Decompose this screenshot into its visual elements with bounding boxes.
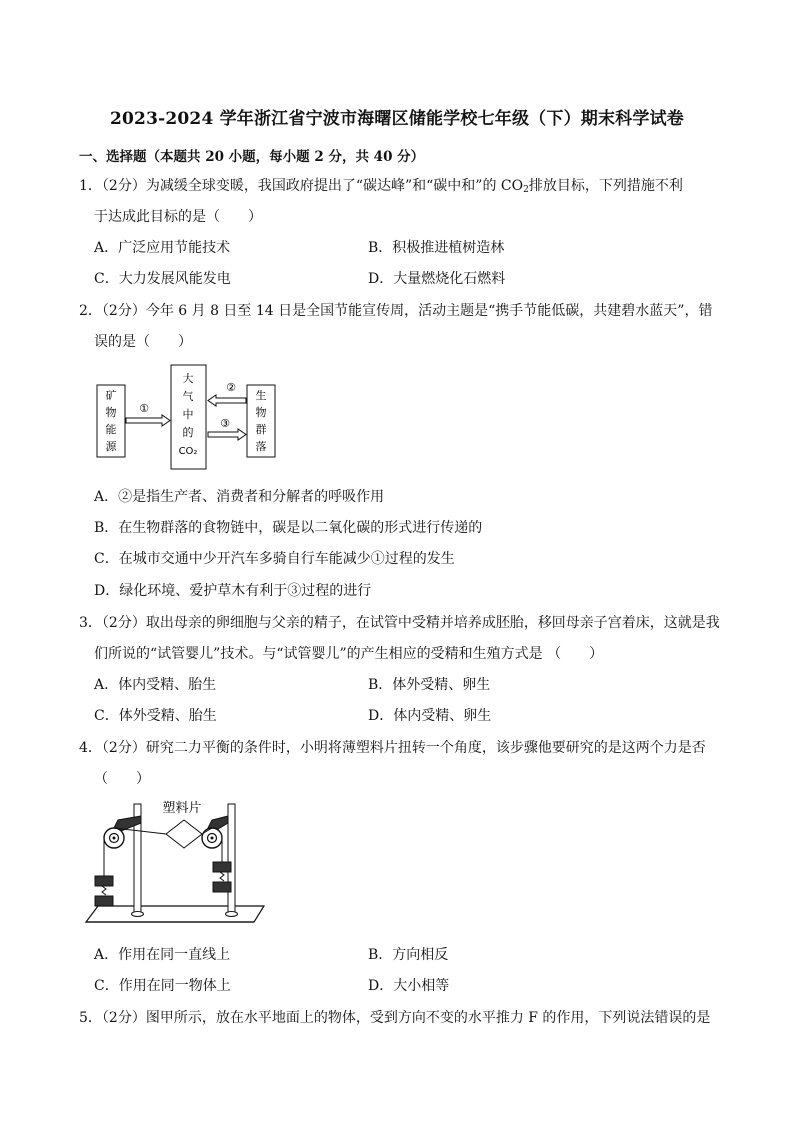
diagram-box1-char2: 物 (105, 406, 117, 419)
q4-stem-line1: 4．（2分）研究二力平衡的条件时，小明将薄塑料片扭转一个角度，该步骤他要研究的是这两个力是否 (79, 740, 706, 756)
q2-option-d[interactable]: D．绿化环境、爱护草木有利于③过程的进行 (94, 583, 372, 599)
page-title: 2023-2024 学年浙江省宁波市海曙区储能学校七年级（下）期末科学试卷 (109, 109, 684, 129)
arrow-2-icon (208, 395, 246, 406)
carbon-cycle-diagram (94, 360, 294, 472)
diagram-box1-char3: 能 (105, 423, 117, 436)
diagram-box2-char4: 的 (182, 426, 194, 439)
q4-option-a[interactable]: A．作用在同一直线上 (94, 947, 231, 963)
figure-label: 塑料片 (162, 801, 202, 816)
q2-option-c[interactable]: C．在城市交通中少开汽车多骑自行车能减少①过程的发生 (94, 551, 455, 567)
q4-stem-line2: （ ） (94, 771, 150, 787)
arrow-3-icon (208, 429, 246, 440)
arrow-1-icon (126, 415, 170, 426)
q3-stem-line1: 3．（2分）取出母亲的卵细胞与父亲的精子，在试管中受精并培养成胚胎，移回母亲子宫着床，这就是我 (79, 615, 720, 631)
diagram-box2-char2: 气 (182, 390, 194, 403)
arrow-1-label: ① (139, 402, 149, 415)
section-heading: 一、选择题（本题共 20 小题，每小题 2 分，共 40 分） (79, 149, 425, 165)
q1-option-b[interactable]: B．积极推进植树造林 (368, 240, 505, 256)
q2-stem-line2: 误的是（ ） (94, 334, 192, 350)
diagram-box3-char2: 物 (255, 406, 267, 419)
diagram-box2-char5: CO₂ (178, 446, 198, 457)
q2-option-a[interactable]: A．②是指生产者、消费者和分解者的呼吸作用 (94, 489, 385, 505)
q1-option-c[interactable]: C．大力发展风能发电 (94, 271, 231, 287)
q4-option-c[interactable]: C．作用在同一物体上 (94, 978, 231, 994)
diagram-box2-char1: 大 (182, 372, 194, 385)
q3-option-a[interactable]: A．体内受精、胎生 (94, 677, 217, 693)
q2-option-b[interactable]: B．在生物群落的食物链中，碳是以二氧化碳的形式进行传递的 (94, 520, 483, 536)
q1-option-a[interactable]: A．广泛应用节能技术 (94, 240, 231, 256)
q3-option-b[interactable]: B．体外受精、卵生 (368, 677, 491, 693)
q5-stem-line1: 5．（2分）图甲所示，放在水平地面上的物体，受到方向不变的水平推力 F 的作用，下列说法错误的是 (79, 1010, 711, 1026)
q3-option-c[interactable]: C．体外受精、胎生 (94, 708, 217, 724)
q1-stem-line2: 于达成此目标的是（ ） (94, 209, 262, 225)
arrow-2-label: ② (226, 381, 236, 394)
q3-option-d[interactable]: D．体内受精、卵生 (368, 708, 492, 724)
diagram-box1-char1: 矿 (105, 389, 117, 402)
q1-option-d[interactable]: D．大量燃烧化石燃料 (368, 271, 506, 287)
diagram-box3-char3: 群 (255, 423, 267, 436)
diagram-box3-char4: 落 (255, 440, 267, 453)
q4-option-d[interactable]: D．大小相等 (368, 978, 450, 994)
arrow-3-label: ③ (220, 417, 230, 430)
diagram-box1-char4: 源 (105, 440, 117, 453)
q3-stem-line2: 们所说的“试管婴儿”技术。与“试管婴儿”的产生相应的受精和生殖方式是 （ ） (94, 646, 604, 662)
q2-stem-line1: 2．（2分）今年 6 月 8 日至 14 日是全国节能宣传周，活动主题是“携手节能低碳，共建碧水蓝天”，错 (79, 303, 713, 319)
q4-option-b[interactable]: B．方向相反 (368, 947, 449, 963)
q1-stem-line1: 1．（2分）为减缓全球变暖，我国政府提出了“碳达峰”和“碳中和”的 $CO_2$排放目标，下列措施不利 (79, 178, 683, 195)
plastic-card (166, 820, 202, 848)
diagram-box2-char3: 中 (182, 408, 194, 421)
two-force-balance-apparatus (78, 796, 268, 928)
diagram-box3-char1: 生 (255, 389, 267, 402)
